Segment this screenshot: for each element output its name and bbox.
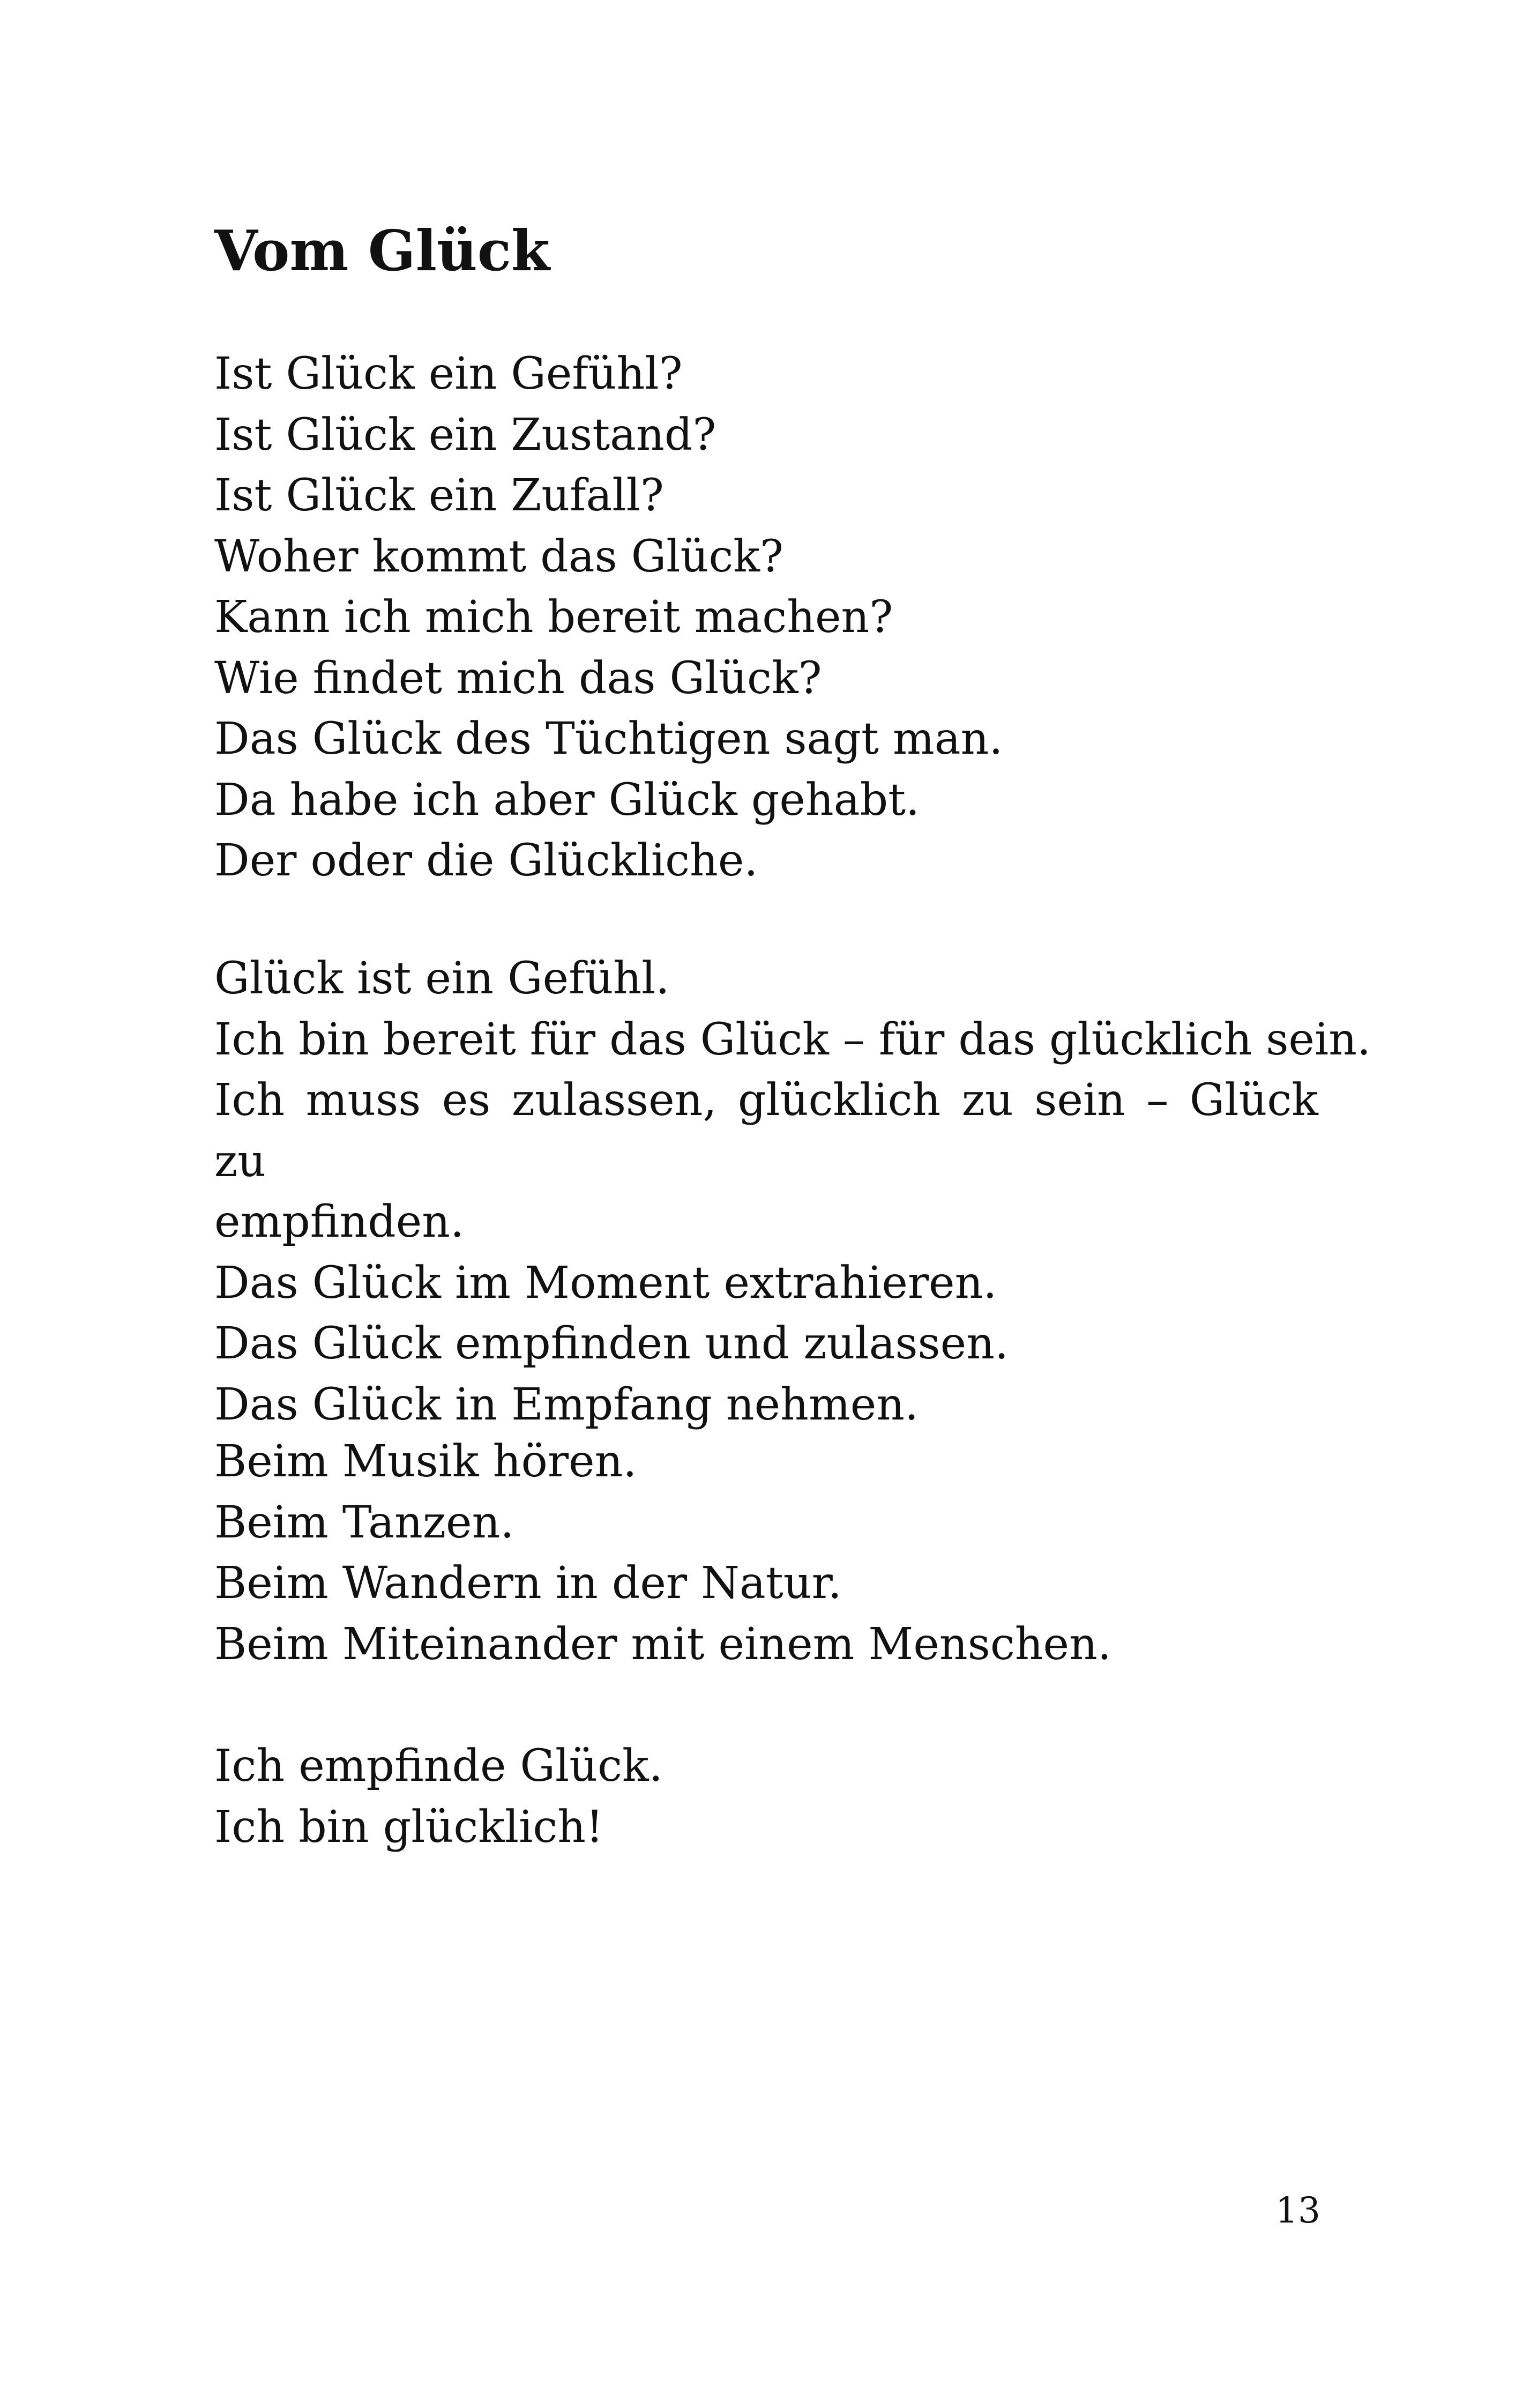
poem-line: Ich bin bereit für das Glück – für das glücklich sein.: [214, 1014, 1371, 1065]
stanza-1: [214, 344, 1318, 891]
poem-line: Beim Wandern in der Natur.: [214, 1558, 842, 1609]
poem-line: Das Glück des Tüchtigen sagt man.: [214, 714, 1003, 764]
poem-line: Das Glück empfinden und zulassen.: [214, 1318, 1009, 1369]
poem-line: Beim Miteinander mit einem Menschen.: [214, 1618, 1111, 1670]
poem-title: Vom Glück: [214, 218, 550, 284]
poem-line: empfinden.: [214, 1196, 465, 1247]
poem-line: Ist Glück ein Zustand?: [214, 409, 716, 460]
poem-line: Das Glück im Moment extrahieren.: [214, 1257, 997, 1309]
poem-line: Kann ich mich bereit machen?: [214, 592, 893, 643]
poem-line: Ist Glück ein Zufall?: [214, 470, 664, 521]
poem-line: Woher kommt das Glück?: [214, 531, 783, 582]
poem-line: Ich bin glücklich!: [214, 1801, 604, 1853]
poem-line: Das Glück in Empfang nehmen.: [214, 1379, 919, 1430]
poem-line: Ist Glück ein Gefühl?: [214, 348, 683, 399]
poem-line: Wie findet mich das Glück?: [214, 652, 822, 704]
poem-line: Ich empfinde Glück.: [214, 1741, 663, 1792]
poem-line: Glück ist ein Gefühl.: [214, 953, 670, 1004]
poem-line: Da habe ich aber Glück gehabt.: [214, 774, 920, 826]
stanza-2: [214, 948, 1371, 1435]
poem-line: Beim Musik hören.: [214, 1436, 637, 1487]
poem-line: Ich muss es zulassen, glücklich zu sein – Glück zu: [214, 1075, 1318, 1187]
stanza-3: [214, 1431, 1318, 1675]
poem-line: Der oder die Glückliche.: [214, 835, 758, 886]
page-number: 13: [1275, 2190, 1320, 2231]
poem-line: Beim Tanzen.: [214, 1497, 514, 1548]
stanza-4: [214, 1736, 1318, 1857]
